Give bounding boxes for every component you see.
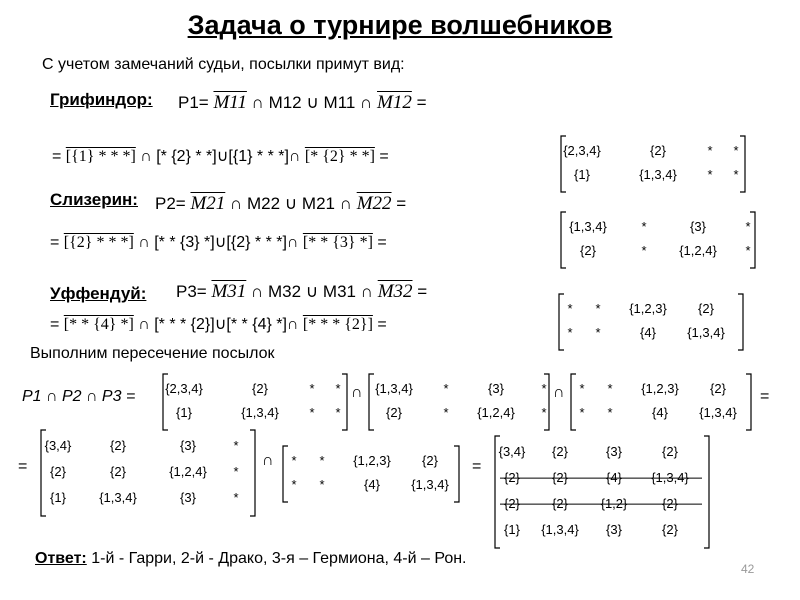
matrix-i3 [568,368,754,428]
matrix-cell: * [443,380,449,396]
matrix-cell: * [607,380,613,396]
matrix-cell: {3} [488,380,504,396]
p1-row-set2: [* {2} * *] [156,148,217,165]
intro-text: С учетом замечаний судьи, посылки примут вид: [42,56,405,73]
matrix-cell: * [641,218,647,234]
p3-term2: M32 [377,281,413,302]
matrix-cell: {1} [176,404,192,420]
p2-row-set3: [* * {3} *] [302,234,373,251]
matrix-cell: {2} [662,496,678,512]
matrix-right-bracket [342,374,347,430]
matrix-cell: {2} [110,438,126,454]
matrix-p3 [556,288,746,350]
p3-prefix: P3= [176,282,207,301]
matrix-cell: {1,2,4} [679,242,717,258]
matrix-cell: {3} [606,444,622,460]
premise-p1 [178,92,427,114]
p2-row-set1: [{2} * * *] [63,234,134,251]
matrix-cell: * [607,404,613,420]
matrix-cell: {4} [652,404,668,420]
p2-mid: ∩ M22 ∪ M21 ∩ [230,194,352,213]
matrix-left-bracket [559,294,564,350]
house-label-gryffindor: Грифиндор: [50,90,153,109]
intersection-expr: P1 ∩ P2 ∩ P3 = [22,388,136,405]
matrix-cell: {2,3,4} [563,142,601,158]
matrix-cell: {2} [580,242,596,258]
house-label-hufflepuff: Уффендуй: [50,284,147,303]
matrix-p2 [558,206,758,270]
matrix-cell: {1,2,3} [353,452,391,468]
answer-text: 1-й - Гарри, 2-й - Драко, 3-я – Гермиона, 4-й – Рон. [86,550,467,567]
matrix-cell: {3} [180,438,196,454]
matrix-left-bracket [561,212,566,268]
matrix-cell: * [541,404,547,420]
p1-row-op1: ∩ [140,148,152,165]
p3-row-op2: ∪[* * {4} *]∩ [214,316,299,333]
matrix-cell: {1,3,4} [569,218,607,234]
matrix-cell: * [541,380,547,396]
matrix-cell: {2} [252,380,268,396]
p3-row-lead: = [50,316,60,333]
intersection-eq: = [760,388,770,405]
matrix-cell: {1,3,4} [639,166,677,182]
intersection-op-1: ∩ [351,384,363,401]
step2-op: ∩ [262,452,274,469]
p2-expansion [50,232,387,252]
p2-row-lead: = [50,234,60,251]
matrix-cell: {3} [180,490,196,506]
matrix-i1 [160,368,350,428]
p1-prefix: P1= [178,93,209,112]
p1-row-set3: [* {2} * *] [304,148,375,165]
matrix-cell: * [579,404,585,420]
p3-row-set3: [* * * {2}] [302,316,373,333]
p3-expansion [50,314,387,334]
matrix-cell: * [745,218,751,234]
matrix-cell: * [579,380,585,396]
premise-p2 [155,193,406,215]
matrix-cell: {2} [504,496,520,512]
matrix-right-bracket [704,436,709,548]
house-label-slytherin: Слизерин: [50,190,138,209]
matrix-cell: {2} [662,522,678,538]
matrix-cell: * [233,464,239,480]
matrix-cell: {3,4} [498,444,526,460]
matrix-cell: {4} [640,324,656,340]
p1-term1: M11 [213,92,247,113]
matrix-cell: * [335,404,341,420]
p2-term1: M21 [190,193,226,214]
matrix-right-bracket [250,430,255,516]
matrix-cell: * [595,300,601,316]
matrix-cell: {3,4} [44,438,72,454]
matrix-cell: {1,3,4} [411,476,449,492]
matrix-cell: {1,3,4} [241,404,279,420]
step2-eq: = [472,458,482,475]
p2-prefix: P2= [155,194,186,213]
matrix-cell: {1,3,4} [541,522,579,538]
matrix-step2-b [280,440,462,496]
p1-row-op2: ∪[{1} * * *]∩ [216,148,301,165]
matrix-cell: {2} [662,444,678,460]
matrix-cell: * [309,380,315,396]
matrix-cell: {3} [690,218,706,234]
matrix-right-bracket [750,212,755,268]
matrix-cell: * [233,490,239,506]
p2-term2: M22 [356,193,392,214]
p3-term1: M31 [211,281,247,302]
matrix-cell: {1} [504,522,520,538]
p1-row-end: = [379,148,389,165]
p1-row-lead: = [52,148,62,165]
matrix-cell: {1,3,4} [699,404,737,420]
matrix-cell: {4} [606,470,622,486]
matrix-cell: {2} [552,444,568,460]
intersection-op-2: ∩ [553,384,565,401]
matrix-left-bracket [571,374,576,430]
p1-end: = [416,93,427,112]
matrix-cell: {1,3,4} [687,324,725,340]
matrix-cell: * [745,242,751,258]
matrix-cell: * [233,438,239,454]
p2-end: = [396,194,407,213]
matrix-i2 [366,368,552,428]
matrix-cell: {2} [504,470,520,486]
matrix-cell: {2} [422,452,438,468]
p1-mid: ∩ M12 ∪ M11 ∩ [251,93,373,112]
matrix-cell: {1,2,3} [629,300,667,316]
step2-lead: = [18,458,28,475]
matrix-cell: {2} [110,464,126,480]
matrix-cell: * [707,142,713,158]
matrix-cell: {2} [552,470,568,486]
p3-row-set2: [* * * {2}] [154,316,215,333]
answer [35,550,467,568]
matrix-cell: {1} [574,166,590,182]
p3-end: = [417,282,428,301]
matrix-cell: {2} [552,496,568,512]
matrix-cell: {2} [650,142,666,158]
matrix-step2-a [38,424,258,512]
matrix-cell: * [291,476,297,492]
matrix-cell: * [733,142,739,158]
p3-mid: ∩ M32 ∪ M31 ∩ [251,282,373,301]
matrix-cell: * [641,242,647,258]
matrix-cell: {1,2,4} [477,404,515,420]
matrix-cell: * [443,404,449,420]
matrix-cell: {1} [50,490,66,506]
matrix-cell: {4} [364,476,380,492]
matrix-left-bracket [283,446,288,502]
p3-row-set1: [* * {4} *] [63,316,134,333]
matrix-cell: {1,3,4} [375,380,413,396]
page-title: Задача о турнире волшебников [187,10,613,40]
matrix-cell: {1,2,3} [641,380,679,396]
matrix-p1 [558,130,748,190]
premise-p3 [176,281,427,303]
matrix-right-bracket [738,294,743,350]
matrix-right-bracket [746,374,751,430]
matrix-cell: {1,3,4} [651,470,689,486]
matrix-cell: {2} [710,380,726,396]
matrix-cell: * [319,476,325,492]
matrix-cell: * [733,166,739,182]
matrix-cell: {2} [698,300,714,316]
matrix-cell: * [335,380,341,396]
intersection-heading: Выполним пересечение посылок [30,345,275,362]
p2-row-set2: [* * {3} *] [154,234,215,251]
p1-term2: M12 [377,92,412,113]
matrix-cell: {3} [606,522,622,538]
matrix-right-bracket [740,136,745,192]
matrix-cell: * [567,324,573,340]
p3-row-op1: ∩ [138,316,150,333]
matrix-step2-result [492,430,712,542]
p2-row-op1: ∩ [138,234,150,251]
p1-expansion [52,146,389,166]
matrix-cell: {2,3,4} [165,380,203,396]
matrix-cell: {2} [50,464,66,480]
p1-row-set1: [{1} * * *] [65,148,136,165]
matrix-left-bracket [369,374,374,430]
matrix-cell: * [707,166,713,182]
matrix-cell: * [319,452,325,468]
matrix-cell: {2} [386,404,402,420]
p2-row-end: = [377,234,387,251]
p2-row-op2: ∪[{2} * * *]∩ [214,234,299,251]
matrix-cell: {1,2} [600,496,628,512]
p3-row-end: = [377,316,387,333]
matrix-cell: * [567,300,573,316]
matrix-cell: {1,2,4} [169,464,207,480]
page-number: 42 [741,562,755,576]
answer-label: Ответ: [35,550,87,567]
matrix-right-bracket [454,446,459,502]
matrix-cell: {1,3,4} [99,490,137,506]
matrix-cell: * [291,452,297,468]
matrix-cell: * [309,404,315,420]
matrix-cell: * [595,324,601,340]
